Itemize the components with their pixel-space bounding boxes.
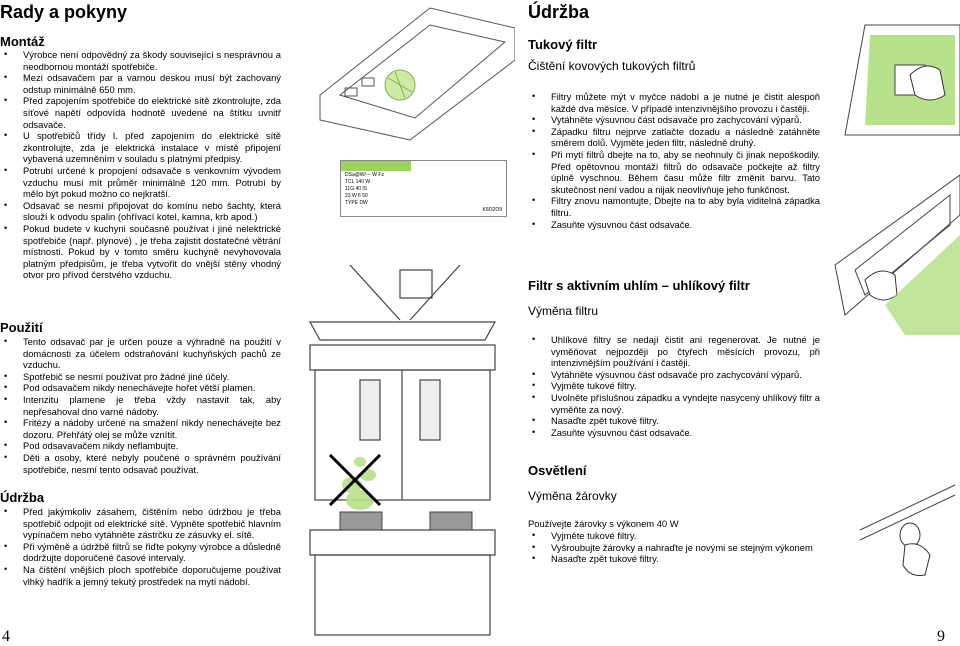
list-item: • Filtry můžete mýt v myčce nádobí a je nutné je čistit alespoň každé dva měsíce. V případě intenzivnějšího provozu i častěji. (528, 91, 820, 114)
tukovy-subheading: Čištění kovových tukových filtrů (528, 59, 696, 73)
osvetleni-heading: Osvětlení (528, 463, 587, 478)
hand-icon (910, 66, 945, 100)
page-number-right: 9 (937, 628, 945, 645)
list-item: • U spotřebičů třídy I. před zapojením do elektrické sítě zkontrolujte, zda je elektrická instalace v místě připojení vybavená uzemněním v souladu s platnými předpisy. (0, 130, 281, 165)
list-item: • Vyjměte tukové filtry. (528, 380, 820, 392)
montaz-list (0, 49, 281, 281)
list-item: • Vytáhněte výsuvnou část odsavače pro zachycování výparů. (528, 114, 820, 126)
list-item: • Před zapojením spotřebiče do elektrické sítě zkontrolujte, zda síťové napětí odpovídá hodnotě uvedené na štítku uvnitř odsavače. (0, 95, 281, 130)
list-item: • Na čištění vnějších ploch spotřebiče doporučujeme používat vlhký hadřík a jemný tekutý prostředek na mytí nádobí. (0, 564, 281, 587)
list-item: • Děti a osoby, které nebyly poučené o správném používání spotřebiče, nesmí tento odsavač používat. (0, 452, 281, 475)
page-number-left: 4 (2, 628, 10, 645)
tukovy-heading: Tukový filtr (528, 37, 598, 52)
list-item: • Mezi odsavačem par a varnou deskou musí být zachovaný odstup minimálně 650 mm. (0, 72, 281, 95)
udrzba-heading: Údržba (0, 490, 45, 505)
fan-icon (385, 70, 415, 100)
list-item: • Zasuňte výsuvnou část odsavače. (528, 219, 820, 231)
list-item: • Při výměně a údržbě filtrů se řiďte pokyny výrobce a důsledně dodržujte doporučené časové intervaly. (0, 541, 281, 564)
list-item: • Intenzitu plamene je třeba vždy nastavit tak, aby nepřesahoval dno varné nádoby. (0, 394, 281, 417)
list-item: • Uhlíkové filtry se nedají čistit ani regenerovat. Je nutné je vyměňovat nejpozději po čtyřech měsících provozu, při intenzivnějším používání i častěji. (528, 334, 820, 369)
list-item: • Západku filtru nejprve zatlačte dozadu a následně zatáhněte směrem dolů. Vyjměte jeden filtr, následně druhý. (528, 126, 820, 149)
list-item: • Před jakýmkoliv zásahem, čištěním nebo údržbou je třeba spotřebič odpojit od elektrické sítě. Vypněte spotřebič hlavním vypínačem nebo vytáhněte zástrčku ze zásuvky el. sítě. (0, 506, 281, 541)
list-item: • Fritézy a nádoby určené na smažení nikdy nenechávejte bez dozoru. Přehřátý olej se může vznítit. (0, 417, 281, 440)
hand-icon (903, 544, 930, 576)
osvetleni-intro: Používejte žárovky s výkonem 40 W (528, 518, 679, 529)
hand-icon (865, 271, 897, 300)
list-item: • Filtry znovu namontujte, Dbejte na to aby byla viditelná západka filtru. (528, 195, 820, 218)
rating-label-line: TCL 140 W (345, 179, 371, 185)
kitchen-hood-illustration (290, 250, 505, 640)
rating-label-code: K6O2O9 (482, 207, 502, 213)
list-item: • Pokud budete v kuchyni současně používat i jiné nelektrické spotřebiče (např. plynové) , je třeba zajistit dostatečné větrání místnosti. Pokud by v tomto směru kuchyně nevyhovovala platným předpisům, je třeba vytvořit do vnější stěny vhodný otvor pro přívod čerstvého vzduchu. (0, 223, 281, 281)
osvetleni-list (528, 530, 820, 565)
pouziti-heading: Použití (0, 320, 43, 335)
list-item: • Spotřebič se nesmí používat pro žádné jiné účely. (0, 371, 281, 383)
list-item: • Odsavač se nesmí připojovat do komínu nebo šachty, která slouží k odvodu spalin (ohřívací kotel, kamna, krb apod.) (0, 200, 281, 223)
right-page-title: Údržba (528, 2, 590, 22)
list-item: • Pod odsavačem nikdy nenechávejte hořet větší plamen. (0, 382, 281, 394)
udrzba-list (0, 506, 281, 587)
filter-latch-illustration (825, 15, 960, 140)
list-item: • Při mytí filtrů dbejte na to, aby se neohnuly či jinak nepoškodily. Před opětovnou montáží filtrů do odsavače počkejte až filtry úplně vyschnou. Během času může filtr změnit barvu. Tato skutečnost není vadou a nijak neovlivňuje jeho funkčnost. (528, 149, 820, 195)
rating-label-line: TYPE DW (345, 200, 368, 206)
list-item: • Vyšroubujte žárovky a nahraďte je novými se stejným výkonem (528, 542, 820, 554)
osvetleni-subheading: Výměna žárovky (528, 489, 617, 503)
list-item: • Nasaďte zpět tukové filtry. (528, 553, 820, 565)
montaz-heading: Montáž (0, 34, 45, 49)
pot-icon (340, 512, 472, 530)
list-item: • Vytáhněte výsuvnou část odsavače pro zachycování výparů. (528, 369, 820, 381)
uhlik-list (528, 334, 820, 438)
uhlik-heading: Filtr s aktivním uhlím – uhlíkový filtr (528, 278, 750, 293)
list-item: • Uvolněte příslušnou západku a vyndejte nasycený uhlíkový filtr a vyměňte za nový. (528, 392, 820, 415)
left-page-title: Rady a pokyny (0, 2, 128, 22)
list-item: • Pod odsavavačem nikdy neflambujte. (0, 440, 281, 452)
rating-label-line: 23 W 6 50 (345, 193, 368, 199)
bulb-replacement-illustration (855, 460, 960, 585)
uhlik-subheading: Výměna filtru (528, 304, 599, 318)
carbon-filter-illustration (825, 155, 960, 340)
list-item: • Potrubí určené k propojení odsavače s venkovním vývodem vzduchu musí mít průměr minimálně 120 mm. Potrubí by mělo být pokud možno co nejkratší. (0, 165, 281, 200)
list-item: • Výrobce není odpovědný za škody související s nesprávnou a neodbornou montáží spotřebiče. (0, 49, 281, 72)
list-item: • Nasaďte zpět tukové filtry. (528, 415, 820, 427)
rating-label-line: 11G 40 IS (345, 186, 368, 192)
list-item: • Vyjměte tukové filtry. (528, 530, 820, 542)
list-item: • Zasuňte výsuvnou část odsavače. (528, 427, 820, 439)
pouziti-list (0, 336, 281, 475)
list-item: • Tento odsavač par je určen pouze a výhradně na použití v domácnosti za účelem odstraňování kuchyňských pachů ze vzduchu. (0, 336, 281, 371)
tukovy-list (528, 91, 820, 230)
rating-label (340, 160, 507, 217)
rating-label-line: DSa@W/--- W Fz (345, 172, 384, 178)
